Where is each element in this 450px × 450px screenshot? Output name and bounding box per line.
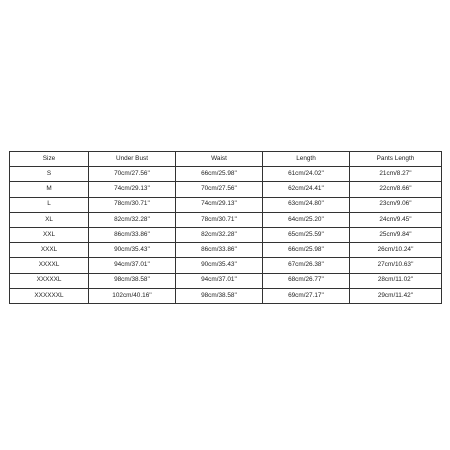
cell-length: 64cm/25.20'' — [263, 212, 350, 227]
cell-under-bust: 70cm/27.56'' — [89, 167, 176, 182]
table-header-row — [10, 152, 442, 167]
cell-waist: 66cm/25.98'' — [176, 167, 263, 182]
table-row — [10, 167, 442, 182]
table-row — [10, 243, 442, 258]
cell-under-bust: 98cm/38.58'' — [89, 273, 176, 288]
header-under-bust: Under Bust — [89, 152, 176, 167]
table-row — [10, 258, 442, 273]
cell-size: XXXL — [10, 243, 89, 258]
cell-pants-length: 23cm/9.06'' — [350, 197, 442, 212]
cell-under-bust: 82cm/32.28'' — [89, 212, 176, 227]
cell-size: M — [10, 182, 89, 197]
cell-waist: 82cm/32.28'' — [176, 227, 263, 242]
cell-size: XL — [10, 212, 89, 227]
cell-under-bust: 90cm/35.43'' — [89, 243, 176, 258]
cell-under-bust: 78cm/30.71'' — [89, 197, 176, 212]
cell-pants-length: 25cm/9.84'' — [350, 227, 442, 242]
cell-pants-length: 29cm/11.42'' — [350, 288, 442, 303]
cell-waist: 90cm/35.43'' — [176, 258, 263, 273]
cell-waist: 86cm/33.86'' — [176, 243, 263, 258]
cell-pants-length: 21cm/8.27'' — [350, 167, 442, 182]
cell-length: 61cm/24.02'' — [263, 167, 350, 182]
cell-waist: 98cm/38.58'' — [176, 288, 263, 303]
cell-size: XXL — [10, 227, 89, 242]
table-row — [10, 288, 442, 303]
table-row — [10, 182, 442, 197]
cell-waist: 78cm/30.71'' — [176, 212, 263, 227]
cell-length: 63cm/24.80'' — [263, 197, 350, 212]
cell-length: 67cm/26.38'' — [263, 258, 350, 273]
cell-under-bust: 94cm/37.01'' — [89, 258, 176, 273]
size-chart-table — [9, 151, 442, 304]
cell-length: 62cm/24.41'' — [263, 182, 350, 197]
cell-size: S — [10, 167, 89, 182]
table-row — [10, 212, 442, 227]
cell-pants-length: 22cm/8.66'' — [350, 182, 442, 197]
cell-size: XXXXXXL — [10, 288, 89, 303]
cell-size: L — [10, 197, 89, 212]
cell-length: 68cm/26.77'' — [263, 273, 350, 288]
cell-size: XXXXXL — [10, 273, 89, 288]
header-pants-length: Pants Length — [350, 152, 442, 167]
cell-under-bust: 102cm/40.16'' — [89, 288, 176, 303]
header-length: Length — [263, 152, 350, 167]
table-row — [10, 273, 442, 288]
cell-waist: 94cm/37.01'' — [176, 273, 263, 288]
cell-length: 65cm/25.59'' — [263, 227, 350, 242]
cell-pants-length: 24cm/9.45'' — [350, 212, 442, 227]
cell-under-bust: 86cm/33.86'' — [89, 227, 176, 242]
cell-size: XXXXL — [10, 258, 89, 273]
header-waist: Waist — [176, 152, 263, 167]
cell-length: 69cm/27.17'' — [263, 288, 350, 303]
cell-pants-length: 27cm/10.63'' — [350, 258, 442, 273]
table-row — [10, 197, 442, 212]
cell-length: 66cm/25.98'' — [263, 243, 350, 258]
header-size: Size — [10, 152, 89, 167]
table-row — [10, 227, 442, 242]
cell-waist: 70cm/27.56'' — [176, 182, 263, 197]
cell-pants-length: 28cm/11.02'' — [350, 273, 442, 288]
cell-pants-length: 26cm/10.24'' — [350, 243, 442, 258]
cell-waist: 74cm/29.13'' — [176, 197, 263, 212]
cell-under-bust: 74cm/29.13'' — [89, 182, 176, 197]
